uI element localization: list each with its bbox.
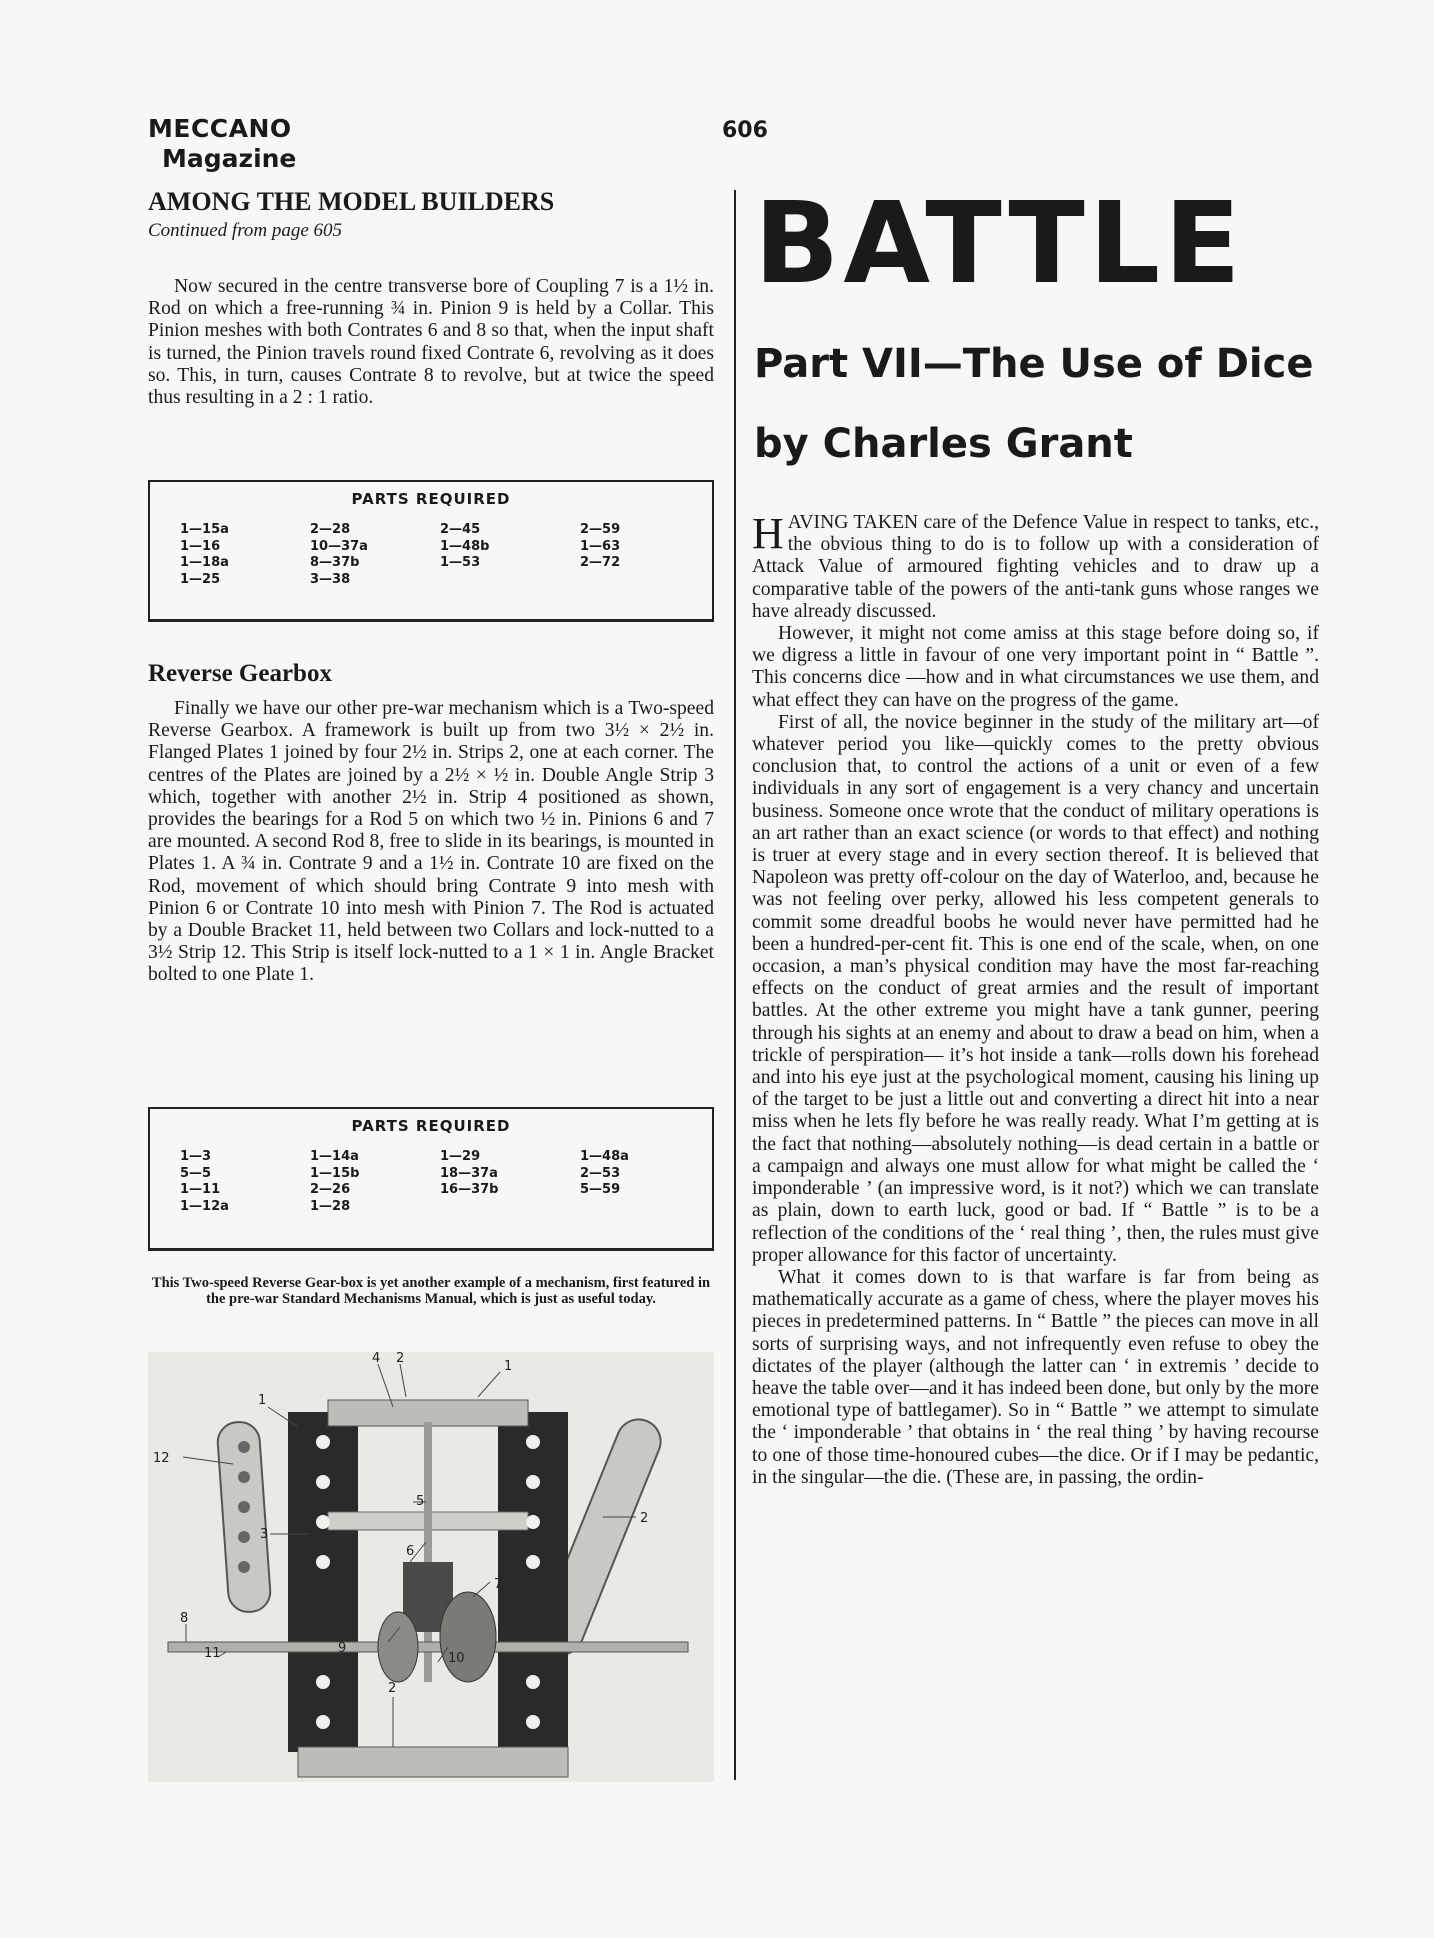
article-subtitle: Part VII—The Use of Dice [754, 341, 1314, 387]
part-item: 2—59 [580, 522, 621, 537]
part-item: 2—26 [310, 1182, 351, 1197]
photo-label: 7 [494, 1577, 503, 1592]
part-item: 1—11 [180, 1182, 221, 1197]
parts-title: PARTS REQUIRED [351, 1117, 511, 1135]
parts-column [310, 522, 440, 588]
part-item: 1—16 [180, 538, 221, 554]
parts-column [580, 522, 700, 588]
photo-label: 2 [396, 1352, 405, 1366]
article-title: BATTLE [754, 179, 1245, 309]
article-body [752, 509, 1319, 1489]
article-paragraph-text: AVING TAKEN care of the Defence Value in respect to tanks, etc., the obvious thing to do is to follow up with a consideration of Attack Value of armoured fighting vehicles and to draw up a comparative table of the powers of the anti-tank guns whose ranges we have already discussed. [752, 512, 1319, 622]
left-column [148, 186, 714, 409]
parts-column [180, 522, 310, 588]
article-paragraph: However, it might not come amiss at this stage before doing so, if we digress a little in favour of one very important point in “ Battle ”. This concerns dice —how and in what circumstances we use them, and what effect they can have on the progress of the game. [752, 623, 1319, 711]
part-item: 1—12a [180, 1198, 229, 1214]
parts-grid [180, 522, 712, 588]
part-item: 2—28 [310, 522, 351, 537]
gearbox-illustration [148, 1352, 714, 1782]
gearbox-paragraph: Finally we have our other pre-war mechanism which is a Two-speed Reverse Gearbox. A framework is built up from two 3½ × 2½ in. Flanged Plates 1 joined by four 2½ in. Strips 2, one at each corner. The centres of the Plates are joined by a 2½ × ½ in. Double Angle Strip 3 which, together with another 2½ in. Strip 4 positioned as shown, provides the bearings for a Rod 5 on which two ½ in. Pinions 6 and 7 are mounted. A second Rod 8, free to slide in its bearings, is mounted in Plates 1. A ¾ in. Contrate 9 and a 1½ in. Contrate 10 are fixed on the Rod, movement of which should bring Contrate 9 into mesh with Pinion 6 or Contrate 10 into mesh with Pinion 7. The Rod is actuated by a Double Bracket 11, held between two Collars and lock-nutted to a 3½ Strip 12. This Strip is itself lock-nutted to a 1 × 1 in. Angle Bracket bolted to one Plate 1. [148, 698, 714, 986]
photo-label: 10 [448, 1651, 465, 1666]
article-paragraph: What it comes down to is that warfare is far from being as mathematically accurate as a game of chess, where the player moves his pieces in predetermined patterns. In “ Battle ” the pieces can move in all sorts of surprising ways, and not infrequently even refuse to obey the dictates of the player (although the latter can ‘ in extremis ’ decide to heave the table over—and it has indeed been done, but only by the more emotional type of battlegamer). So in “ Battle ” we attempt to simulate the ‘ imponderable ’ that obtains in ‘ the real thing ’ by having recourse to one of those time-honoured cubes—the dice. Or if I may be pedantic, in the singular—the die. (These are, in passing, the ordin- [752, 1266, 1319, 1488]
photo-label: 11 [204, 1646, 221, 1661]
photo-label: 2 [388, 1681, 397, 1696]
article-paragraph [752, 509, 1319, 623]
parts-required-box-2 [148, 1107, 714, 1251]
part-item: 1—29 [440, 1149, 481, 1164]
photo-label: 6 [406, 1544, 415, 1559]
part-item: 1—48b [440, 538, 490, 554]
drop-cap: H [752, 509, 784, 558]
photo-label: 9 [338, 1641, 347, 1656]
part-item: 3—38 [310, 571, 351, 587]
column-divider [734, 190, 736, 1780]
parts-title: PARTS REQUIRED [351, 490, 511, 508]
photo-label: 3 [260, 1527, 269, 1542]
part-item: 2—53 [580, 1165, 621, 1181]
parts-column [440, 1149, 580, 1215]
part-item: 18—37a [440, 1165, 498, 1181]
part-item: 1—25 [180, 571, 221, 587]
photo-label: 1 [258, 1393, 267, 1408]
article-byline: by Charles Grant [754, 421, 1133, 467]
part-item: 1—28 [310, 1198, 351, 1214]
part-item: 5—59 [580, 1182, 621, 1197]
part-item: 10—37a [310, 538, 368, 554]
gearbox-heading: Reverse Gearbox [148, 660, 332, 687]
parts-grid [180, 1149, 712, 1215]
part-item: 1—15a [180, 522, 229, 537]
gearbox-photo [148, 1352, 714, 1782]
part-item: 1—48a [580, 1149, 629, 1164]
part-item: 8—37b [310, 555, 360, 570]
part-item: 1—3 [180, 1149, 212, 1164]
photo-label: 12 [153, 1451, 170, 1466]
page-number: 606 [722, 118, 768, 143]
part-item: 1—53 [440, 555, 481, 570]
section-subtitle: Continued from page 605 [148, 220, 343, 241]
photo-label: 5 [416, 1494, 425, 1509]
parts-required-box-1 [148, 480, 714, 622]
article-paragraph: First of all, the novice beginner in the study of the military art—of whatever period you like—quickly comes to the pretty obvious conclusion that, to control the actions of a unit or even of a few individuals in any sort of engagement is a very chancy and uncertain business. Someone once wrote that the conduct of military operations is an art rather than an exact science (or words to that effect) and nothing is truer at every stage and in every section thereof. It is believed that Napoleon was pretty off-colour on the day of Waterloo, and, because he was not feeling over perky, allowed his less competent generals to commit some dreadful boobs he would never have permitted had he been a hundred-per-cent fit. This is one end of the scale, when, on one occasion, a man’s physical condition may have the most far-reaching effects on the conduct of great armies and the result of important battles. At the other extreme you might have a tank gunner, peering through his sights at an enemy and about to draw a bead on him, when a trickle of perspiration— it’s hot inside a tank—rolls down his forehead and into his eye just at the psychological moment, causing his lining up of the target to be just a little out and converting a direct hit into a near miss when he lets fly before he was really ready. What I’m getting at is the fact that nothing—absolutely nothing—is dead certain in a battle or a campaign and always one must allow for what might be called the ‘ imponderable ’ (an impressive word, is it not?) which we can translate as plain, down to earth luck, good or bad. If “ Battle ” is to be a reflection of the conditions of the ‘ real thing ’, then, the rules must give proper allowance for this factor of uncertainty. [752, 711, 1319, 1266]
part-item: 5—5 [180, 1165, 212, 1181]
photo-label: 2 [640, 1511, 649, 1526]
photo-label: 8 [180, 1611, 189, 1626]
parts-column [180, 1149, 310, 1215]
masthead-title: MECCANO [148, 114, 292, 143]
part-item: 16—37b [440, 1182, 499, 1197]
photo-label: 1 [504, 1359, 513, 1374]
part-item: 2—72 [580, 555, 621, 570]
part-item: 1—14a [310, 1149, 359, 1164]
part-item: 1—63 [580, 538, 621, 554]
section-title: AMONG THE MODEL BUILDERS [148, 187, 555, 216]
part-item: 2—45 [440, 522, 481, 537]
photo-caption: This Two-speed Reverse Gear-box is yet another example of a mechanism, first featured in the pre-war Standard Mechanisms Manual, which is just as useful today. [151, 1275, 711, 1307]
intro-paragraph: Now secured in the centre transverse bore of Coupling 7 is a 1½ in. Rod on which a free-running ¾ in. Pinion 9 is held by a Collar. This Pinion meshes with both Contrates 6 and 8 so that, when the input shaft is turned, the Pinion travels round fixed Contrate 6, revolving as it does so. This, in turn, causes Contrate 8 to revolve, but at twice the speed thus resulting in a 2 : 1 ratio. [148, 276, 714, 409]
masthead [148, 114, 296, 174]
parts-column [310, 1149, 440, 1215]
photo-label: 4 [372, 1352, 381, 1366]
parts-column [580, 1149, 700, 1215]
part-item: 1—15b [310, 1165, 360, 1181]
masthead-subtitle: Magazine [162, 144, 297, 173]
part-item: 1—18a [180, 555, 229, 570]
gearbox-text [148, 698, 714, 987]
parts-column [440, 522, 580, 588]
